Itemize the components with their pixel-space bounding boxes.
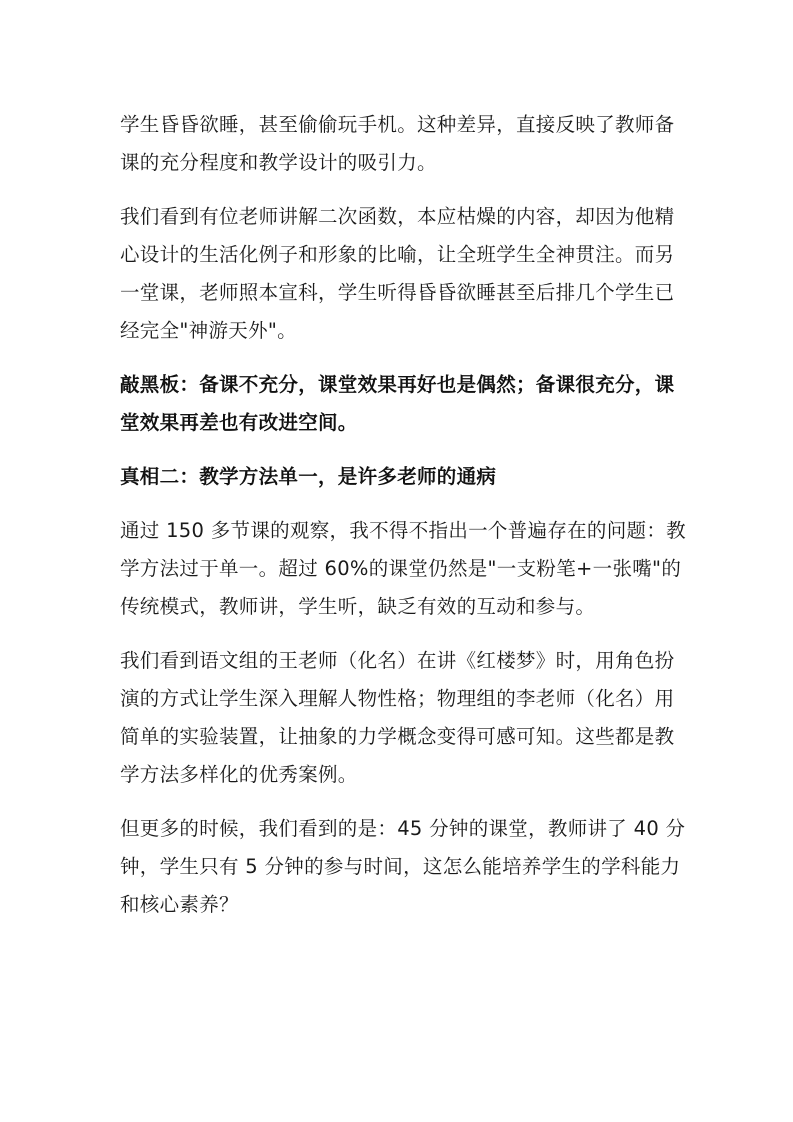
- document-body: [120, 106, 690, 940]
- paragraph-2: 我们看到有位老师讲解二次函数，本应枯燥的内容，却因为他精心设计的生活化例子和形象的比喻，让全班学生全神贯注。而另一堂课，老师照本宣科，学生听得昏昏欲睡甚至后排几个学生已经完全"神游天外"。: [120, 205, 675, 342]
- paragraph-1: 学生昏昏欲睡，甚至偷偷玩手机。这种差异，直接反映了教师备课的充分程度和教学设计的吸引力。: [120, 113, 675, 174]
- paragraph-5: 但更多的时候，我们看到的是：45 分钟的课堂，教师讲了 40 分钟，学生只有 5 分钟的参与时间，这怎么能培养学生的学科能力和核心素养？: [120, 817, 686, 916]
- highlight-note: 敲黑板：备课不充分，课堂效果再好也是偶然；备课很充分，课堂效果再差也有改进空间。: [120, 373, 675, 434]
- section-heading: 真相二：教学方法单一，是许多老师的通病: [120, 465, 497, 488]
- paragraph-4: 我们看到语文组的王老师（化名）在讲《红楼梦》时，用角色扮演的方式让学生深入理解人物性格；物理组的李老师（化名）用简单的实验装置，让抽象的力学概念变得可感可知。这些都是教学方法多样化的优秀案例。: [120, 649, 675, 786]
- paragraph-3: 通过 150 多节课的观察，我不得不指出一个普遍存在的问题：教学方法过于单一。超过 60%的课堂仍然是"一支粉笔+一张嘴"的传统模式，教师讲，学生听，缺乏有效的互动和参与。: [120, 519, 686, 618]
